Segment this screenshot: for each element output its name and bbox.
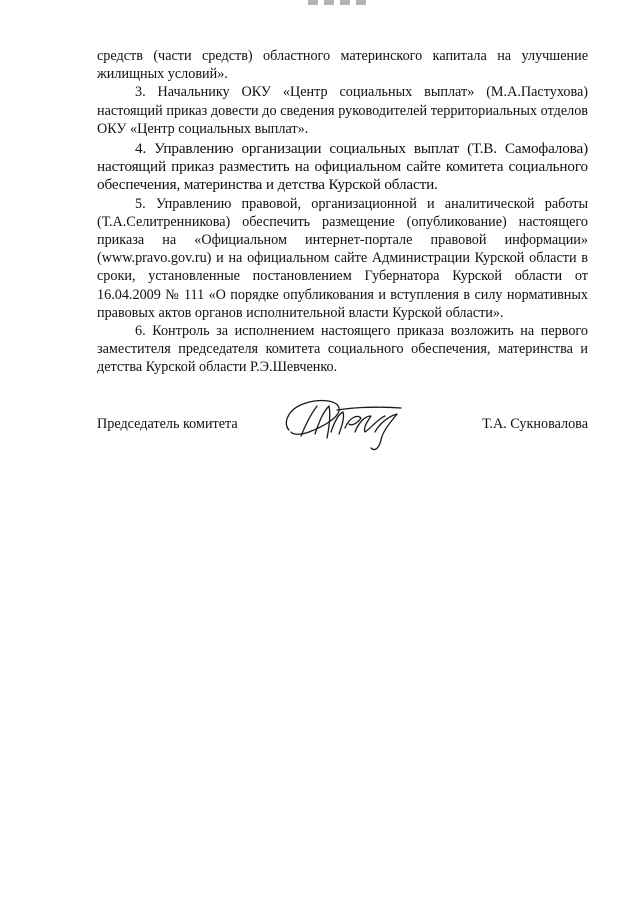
signer-name: Т.А. Сукновалова [482, 416, 588, 432]
handwritten-signature [279, 388, 409, 458]
paragraph-item-6: 6. Контроль за исполнением настоящего приказа возложить на первого заместителя председателя комитета социального обеспечения, материнства и детства Курской области Р.Э.Шевченко. [97, 323, 588, 376]
signature-block [97, 388, 588, 468]
signer-title: Председатель комитета [97, 416, 238, 432]
paragraph-continuation: средств (части средств) областного материнского капитала на улучшение жилищных условий». [97, 48, 588, 83]
paragraph-item-3: 3. Начальнику ОКУ «Центр социальных выплат» (М.А.Пастухова) настоящий приказ довести до сведения руководителей территориальных отделов ОКУ «Центр социальных выплат». [97, 84, 588, 137]
paragraph-item-4: 4. Управлению организации социальных выплат (Т.В. Самофалова) настоящий приказ разместить на официальном сайте комитета социального обеспечения, материнства и детства Курской области. [97, 140, 588, 194]
page-header-mark [308, 0, 368, 5]
paragraph-item-5: 5. Управлению правовой, организационной и аналитической работы (Т.А.Селитренникова) обеспечить размещение (опубликование) настоящего приказа на «Официальном интернет-портале правовой информации» (www.pravo.gov.ru) и на официальном сайте Администрации Курской области в сроки, установленные постановлением Губернатора Курской области от 16.04.2009 № 111 «О порядке опубликования и вступления в силу нормативных правовых актов органов исполнительной власти Курской области». [97, 195, 588, 321]
document-body [97, 47, 588, 377]
